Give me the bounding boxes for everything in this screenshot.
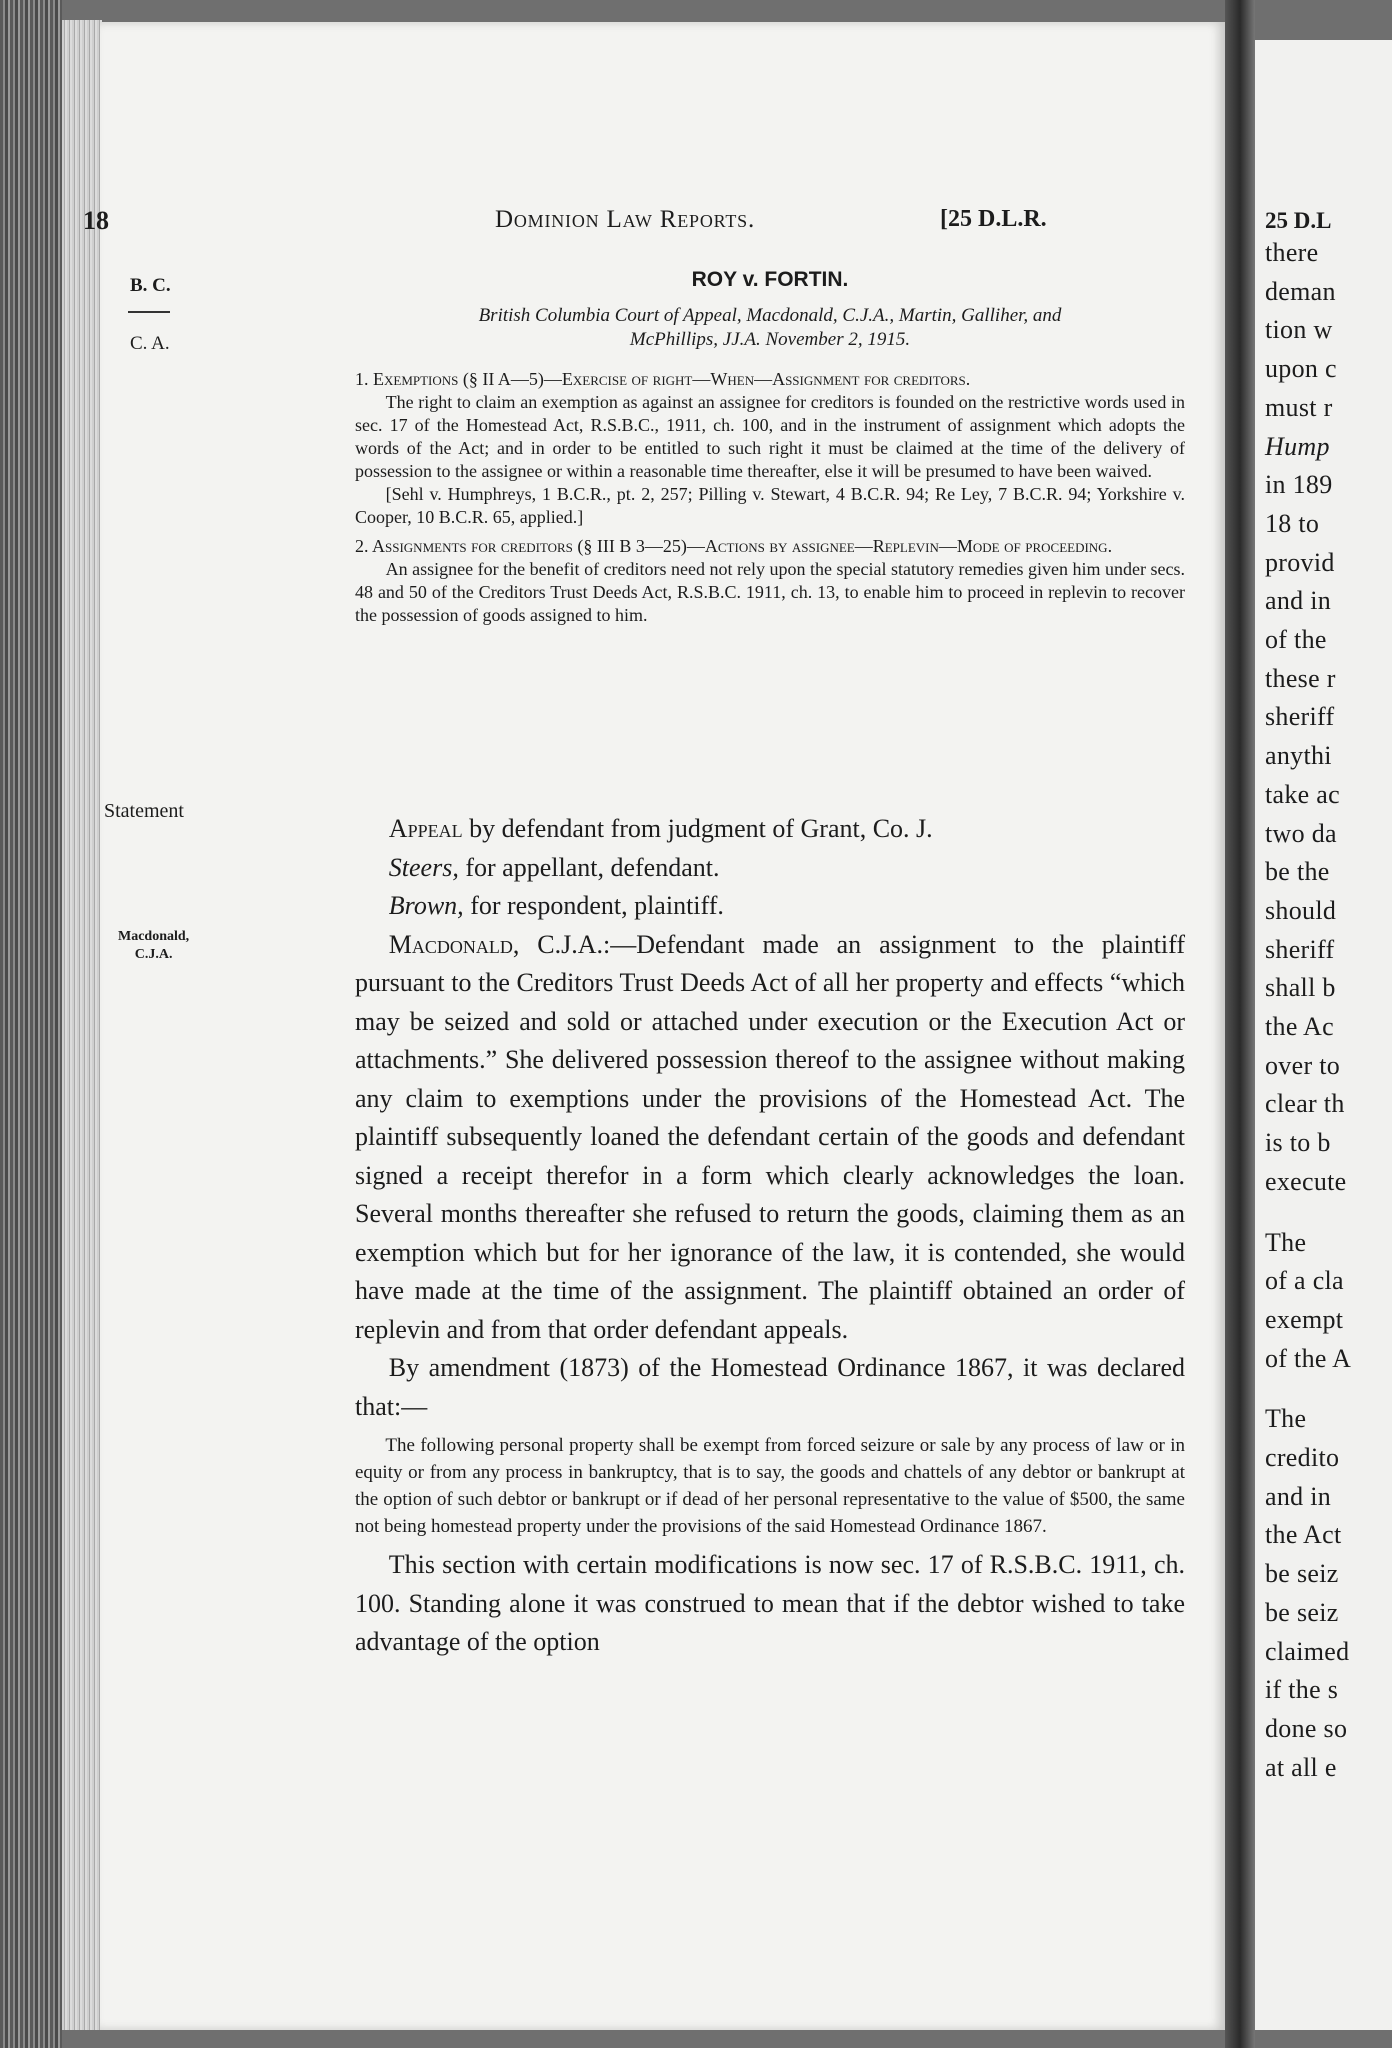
facing-page xyxy=(1255,40,1392,2030)
appellant-rest: for appellant, defendant. xyxy=(458,852,720,882)
volume-label: [25 D.L.R. xyxy=(940,206,1047,232)
opinion-para-1 xyxy=(355,926,1185,1350)
facing-page-line: be seiz xyxy=(1265,1597,1339,1627)
facing-page-line: done so xyxy=(1265,1713,1348,1743)
facing-page-line: of a cla xyxy=(1265,1266,1344,1296)
headnote-1-heading: 1. Exemptions (§ II A—5)—Exercise of right—When—Assignment for creditors. xyxy=(355,369,971,389)
facing-page-line: there xyxy=(1265,238,1319,267)
opinion-para-3: This section with certain modifications is now sec. 17 of R.S.B.C. 1911, ch. 100. Standing alone it was construed to mean that if the debtor wished to take advantage of the option xyxy=(355,1550,1185,1656)
facing-page-line: should xyxy=(1265,895,1337,925)
opinion-para-2: By amendment (1873) of the Homestead Ordinance 1867, it was declared that:— xyxy=(355,1353,1185,1421)
statute-quote: The following personal property shall be exempt from forced seizure or sale by any process of law or in equity or from any process in bankruptcy, that is to say, the goods and chattels of any debtor or bankrupt at the option of such debtor or bankrupt or if dead of her personal representative to the value of $500, the same not being homestead property under the provisions of the said Homestead Ordinance 1867. xyxy=(355,1435,1185,1537)
facing-page-line: and in xyxy=(1265,1481,1332,1511)
facing-page-line: anythi xyxy=(1265,741,1332,771)
book-binding xyxy=(0,0,62,2048)
facing-page-line: be the xyxy=(1265,857,1330,887)
facing-page-line: is to b xyxy=(1265,1128,1331,1158)
facing-page-line: execute xyxy=(1265,1166,1347,1196)
margin-court-code: B. C. xyxy=(130,275,171,296)
facing-page-line: provid xyxy=(1265,547,1335,577)
para-1-text: :—Defendant made an assignment to the plaintiff pursuant to the Creditors Trust Deeds Act of all her property and effects “which may be seized and sold or attached under execution or the Execution Act or attachments.” She delivered possession thereof to the assignee without making any claim to exemptions under the provisions of the Homestead Act. The plaintiff subsequently loaned the defendant certain of the goods and defendant signed a receipt therefor in a form which clearly acknowledges the loan. Several months thereafter she refused to return the goods, claiming them as an exemption which but for her ignorance of the law, it is contended, she would have made at the time of the assignment. The plaintiff obtained an order of replevin and from that order defendant appeals. xyxy=(355,929,1185,1344)
running-title: Dominion Law Reports. xyxy=(495,206,756,233)
facing-page-line: over to xyxy=(1265,1050,1341,1080)
court-line-1: British Columbia Court of Appeal, Macdonald, C.J.A., Martin, Galliher, and xyxy=(478,305,1062,326)
headnotes xyxy=(355,368,1185,627)
margin-rule xyxy=(128,311,170,313)
appellant-name: Steers, xyxy=(388,852,459,882)
facing-page-line: and in xyxy=(1265,586,1332,616)
facing-page-line: these r xyxy=(1265,663,1336,693)
margin-judge-title: C.J.A. xyxy=(134,947,173,962)
facing-page-line: upon c xyxy=(1265,354,1337,384)
facing-page-line: sheriff xyxy=(1265,934,1335,964)
facing-page-line: claimed xyxy=(1265,1636,1350,1666)
margin-court-sub: C. A. xyxy=(130,333,170,354)
respondent-rest: for respondent, plaintiff. xyxy=(463,891,724,920)
facing-page-line: of the xyxy=(1265,625,1327,654)
margin-judge-name: Macdonald, xyxy=(118,929,190,944)
facing-page-line: take ac xyxy=(1265,779,1340,809)
counsel-appellant xyxy=(355,849,1185,888)
facing-page-line: The xyxy=(1265,1227,1307,1257)
case-title: ROY v. FORTIN. xyxy=(691,268,849,291)
facing-page-header: 25 D.L xyxy=(1265,208,1332,233)
facing-page-line: Hump xyxy=(1265,431,1330,461)
facing-page-line: two da xyxy=(1265,818,1337,848)
headnote-1-body: The right to claim an exemption as against an assignee for creditors is founded on the restrictive words used in sec. 17 of the Homestead Act, R.S.B.C., 1911, ch. 100, and in the instrument of assignment which adopts the words of the Act; and in order to be entitled to such right it must be claimed at the time of the delivery of possession to the assignee or within a reasonable time thereafter, else it will be presumed to have been waived. xyxy=(355,392,1185,481)
court-line-2: McPhillips, JJ.A. November 2, 1915. xyxy=(629,329,911,350)
facing-page-line: if the s xyxy=(1265,1675,1339,1705)
facing-page-line: the Ac xyxy=(1265,1012,1334,1041)
judge-lead: Macdonald, C.J.A. xyxy=(388,929,604,959)
facing-page-line: sheriff xyxy=(1265,702,1335,732)
main-text xyxy=(355,810,1185,1662)
facing-page-line: clear th xyxy=(1265,1089,1345,1119)
facing-page-line: in 189 xyxy=(1265,470,1333,500)
page-edges xyxy=(62,20,102,2030)
book-gutter xyxy=(1225,0,1255,2048)
facing-page-line: of the A xyxy=(1265,1343,1352,1373)
page-number: 18 xyxy=(83,206,109,235)
facing-page-line: 18 to xyxy=(1265,508,1320,538)
facing-page-line: The xyxy=(1265,1404,1307,1434)
facing-page-line: the Act xyxy=(1265,1520,1342,1550)
headnote-2-heading: 2. Assignments for creditors (§ III B 3—25)—Actions by assignee—Replevin—Mode of proceeding. xyxy=(355,536,1113,556)
facing-page-line: must r xyxy=(1265,392,1333,422)
facing-page-line: be seiz xyxy=(1265,1559,1339,1589)
headnote-1-citations: [Sehl v. Humphreys, 1 B.C.R., pt. 2, 257; Pilling v. Stewart, 4 B.C.R. 94; Re Ley, 7 B.C.R. 94; Yorkshire v. Cooper, 10 B.C.R. 65, applied.] xyxy=(355,484,1185,527)
facing-page-line: shall b xyxy=(1265,973,1336,1003)
facing-page-line: deman xyxy=(1265,276,1336,306)
court-line xyxy=(355,304,1185,352)
margin-judge xyxy=(118,928,189,964)
facing-page-line: exempt xyxy=(1265,1304,1344,1334)
facing-page-line: credito xyxy=(1265,1443,1340,1472)
counsel-respondent xyxy=(355,887,1185,926)
facing-page-line: tion w xyxy=(1265,315,1333,345)
margin-statement: Statement xyxy=(104,800,184,822)
statement-appeal xyxy=(355,810,1185,849)
appeal-rest: by defendant from judgment of Grant, Co. J. xyxy=(462,814,933,843)
headnote-2-body: An assignee for the benefit of creditors need not rely upon the special statutory remedies given him under secs. 48 and 50 of the Creditors Trust Deeds Act, R.S.B.C. 1911, ch. 13, to enable him to proceed in replevin to recover the possession of goods assigned to him. xyxy=(355,559,1185,625)
respondent-name: Brown, xyxy=(388,891,464,920)
appeal-lead: Appeal xyxy=(388,814,463,843)
facing-page-line: at all e xyxy=(1265,1752,1337,1782)
